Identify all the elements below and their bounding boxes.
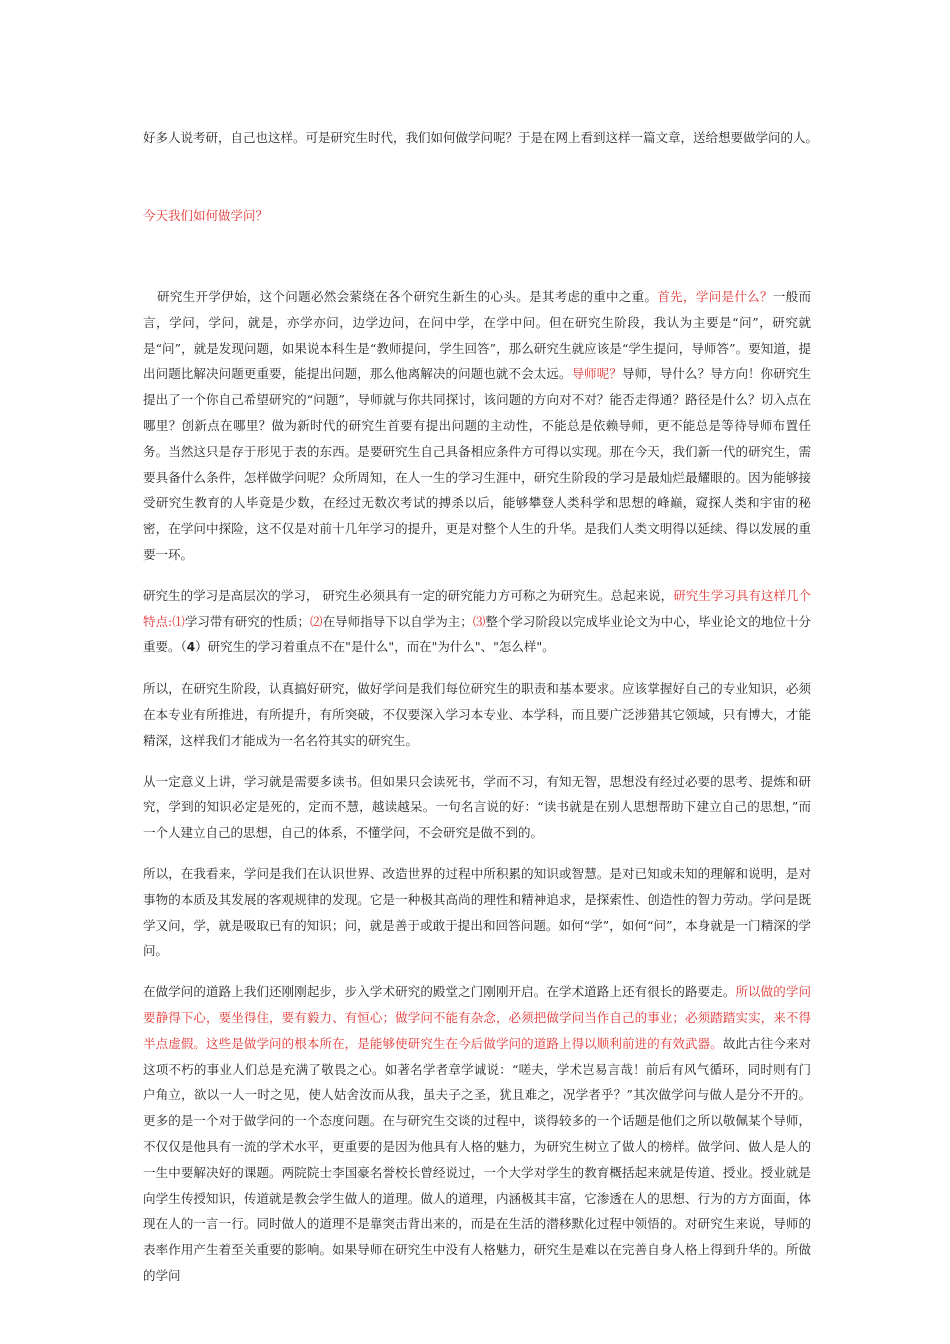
p6-text-b: 故此古往今来对这项不朽的事业人们总是充满了敬畏之心。如著名学者章学诚说：“嗟夫，学术岂易言哉！前后有风气循环，同时则有门户角立，欲以一人一时之见，使人姑舍汝而从我，虽夫子之圣，犹且难之，况学者乎？”其次做学问与做人是分不开的。更多的是一个对于做学问的一个态度问题。在与研究生交谈的过程中，谈得较多的一个话题是他们之所以敬佩某个导师，不仅仅是他具有一流的学术水平，更重要的是因为他具有人格的魅力，为研究生树立了做人的榜样。做学问、做人是人的一生中要解决好的课题。两院院士李国豪名誉校长曾经说过，一个大学对学生的教育概括起来就是传道、授业。授业就是向学生传授知识，传道就是教会学生做人的道理。做人的道理，内涵极其丰富，它渗透在人的思想、行为的方方面面，体现在人的一言一行。同时做人的道理不是靠突击背出来的，而是在生活的潜移默化过程中领悟的。对研究生来说，导师的表率作用产生着至关重要的影响。如果导师在研究生中没有人格魅力，研究生是难以在完善自身人格上得到升华的。所做的学问 <box>143 1035 811 1283</box>
paragraph-2 <box>143 583 811 661</box>
p2-text-d: 整个学习阶段以完成毕业论文为中心，毕业论文的地位十分重要。（ <box>143 613 811 655</box>
p1-highlight-1: 首先，学问是什么？ <box>657 289 773 304</box>
paragraph-5: 所以，在我看来，学问是我们在认识世界、改造世界的过程中所积累的知识或智慧。是对已知或未知的理解和说明，是对事物的本质及其发展的客观规律的发现。它是一种极其高尚的理性和精神追求，是探索性、创造性的智力劳动。学问是既学又问，学，就是吸取已有的知识；问，就是善于或敢于提出和回答问题。如何“学”，如何“问”，本身就是一门精深的学问。 <box>143 865 811 959</box>
article-title: 今天我们如何做学问？ <box>143 208 269 223</box>
p2-number-1: ⑴ <box>172 613 185 629</box>
intro-paragraph: 好多人说考研，自己也这样。可是研究生时代，我们如何做学问呢？于是在网上看到这样一篇文章，送给想要做学问的人。 <box>143 130 819 145</box>
p2-text-a: 研究生的学习是高层次的学习， 研究生必须具有一定的研究能力方可称之为研究生。总起来说， <box>143 587 674 603</box>
p1-text-a: 研究生开学伊始，这个问题必然会萦绕在各个研究生新生的心头。是其考虑的重中之重。 <box>157 289 658 304</box>
p2-number-4: 4 <box>186 640 196 655</box>
p2-text-b: 学习带有研究的性质； <box>184 613 311 629</box>
p1-text-b: 一般而言，学问，学问，就是，亦学亦问，边学边问，在问中学，在学中问。但在研究生阶段，我认为主要是“问”，研究就是“问”，就是发现问题，如果说本科生是“教师提问，学生回答”，那么研究生就应该是“学生提问，导师答”。要知道，提出问题比解决问题更重要，能提出问题，那么他离解决的问题也就不会太远。 <box>143 289 811 382</box>
p1-highlight-2: 导师呢？ <box>571 366 622 382</box>
paragraph-4: 从一定意义上讲，学习就是需要多读书。但如果只会读死书，学而不习，有知无智，思想没有经过必要的思考、提炼和研究，学到的知识必定是死的，定而不慧，越读越呆。一句名言说的好：“读书就是在别人思想帮助下建立自己的思想，”而一个人建立自己的思想，自己的体系，不懂学问，不会研究是做不到的。 <box>143 773 811 841</box>
p2-number-2: ⑵ <box>310 613 323 629</box>
p1-text-c: 导师，导什么？导方向！你研究生提出了一个你自己希望研究的“问题”，导师就与你共同探讨，该问题的方向对不对？能否走得通？路径是什么？切入点在哪里？创新点在哪里？做为新时代的研究生首要有提出问题的主动性，不能总是依赖导师，更不能总是等待导师布置任务。当然这只是存于形见于表的东西。是要研究生自己具备相应条件方可得以实现。那在今天，我们新一代的研究生，需要具备什么条件，怎样做学问呢？众所周知，在人一生的学习生涯中，研究生阶段的学习是最灿烂最耀眼的。因为能够接受研究生教育的人毕竟是少数，在经过无数次考试的搏杀以后，能够攀登人类科学和思想的峰巅，窥探人类和宇宙的秘密，在学问中探险，这不仅是对前十几年学习的提升，更是对整个人生的升华。是我们人类文明得以延续、得以发展的重要一环。 <box>143 366 811 562</box>
p6-highlight-1: 所以做的学问要静得下心，要坐得住，要有毅力、有恒心；做学问不能有杂念，必须把做学问当作自己的事业；必须踏踏实实，来不得半点虚假。这些是做学问的根本所在，是能够使研究生在今后做学问的道路上得以顺利前进的有效武器。 <box>143 984 811 1051</box>
paragraph-1 <box>143 284 811 568</box>
paragraph-3: 所以，在研究生阶段，认真搞好研究，做好学问是我们每位研究生的职责和基本要求。应该掌握好自己的专业知识，必须在本专业有所推进，有所提升，有所突破，不仅要深入学习本专业、本学科，而且要广泛涉猎其它领域，只有博大，才能精深，这样我们才能成为一名名符其实的研究生。 <box>143 681 811 748</box>
p2-highlight-1: 研究生学习具有这样几个特点: <box>143 587 811 629</box>
p2-number-3: ⑶ <box>472 613 486 629</box>
p2-text-c: 在导师指导下以自学为主； <box>322 613 473 629</box>
p6-text-a: 在做学问的道路上我们还刚刚起步，步入学术研究的殿堂之门刚刚开启。在学术道路上还有很长的路要走。 <box>143 984 736 1000</box>
paragraph-6 <box>143 979 811 1289</box>
article-body <box>143 284 811 1304</box>
p2-text-e: ）研究生的学习着重点不在"是什么"，而在"为什么"、"怎么样"。 <box>195 639 555 655</box>
